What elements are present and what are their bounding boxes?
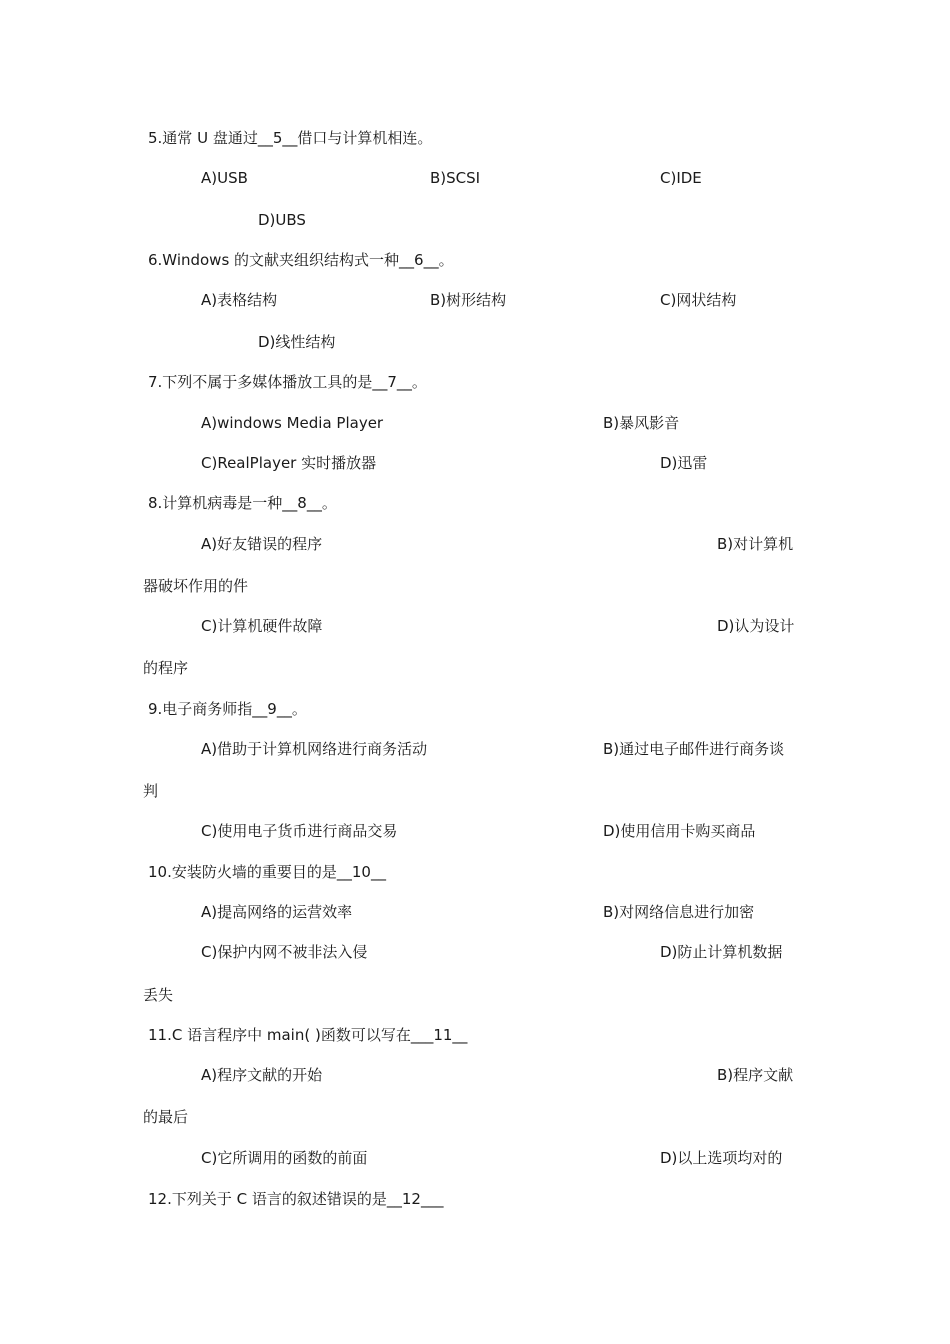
question-6-option-a: A)表格结构	[201, 291, 278, 309]
question-9-stem: 9.电子商务师指__9__。	[148, 700, 307, 718]
question-6-option-b: B)树形结构	[430, 291, 507, 309]
question-12-stem: 12.下列关于 C 语言的叙述错误的是__12___	[148, 1190, 444, 1208]
question-10-option-d: D)防止计算机数据	[660, 943, 783, 961]
question-10-option-d-continued: 丢失	[143, 986, 174, 1004]
question-9-option-a: A)借助于计算机网络进行商务活动	[201, 740, 428, 758]
question-8-stem: 8.计算机病毒是一种__8__。	[148, 494, 337, 512]
question-8-option-d-continued: 的程序	[143, 659, 189, 677]
question-9-option-c: C)使用电子货币进行商品交易	[201, 822, 398, 840]
question-8-option-b-continued: 器破坏作用的件	[143, 577, 249, 595]
question-5-stem: 5.通常 U 盘通过__5__借口与计算机相连。	[148, 129, 433, 147]
question-7-option-a: A)windows Media Player	[201, 414, 384, 432]
question-6-stem: 6.Windows 的文献夹组织结构式一种__6__。	[148, 251, 454, 269]
question-5-option-b: B)SCSI	[430, 169, 481, 187]
question-10-option-c: C)保护内网不被非法入侵	[201, 943, 368, 961]
question-11-option-b-continued: 的最后	[143, 1108, 189, 1126]
question-5-option-d: D)UBS	[258, 211, 306, 229]
question-11-option-b: B)程序文献	[717, 1066, 794, 1084]
question-8-option-d: D)认为设计	[717, 617, 795, 635]
question-7-option-b: B)暴风影音	[603, 414, 680, 432]
question-7-option-c: C)RealPlayer 实时播放器	[201, 454, 377, 472]
question-8-option-a: A)好友错误的程序	[201, 535, 323, 553]
question-11-option-c: C)它所调用的函数的前面	[201, 1149, 368, 1167]
question-11-option-a: A)程序文献的开始	[201, 1066, 323, 1084]
question-11-stem: 11.C 语言程序中 main( )函数可以写在___11__	[148, 1026, 468, 1044]
question-8-option-b: B)对计算机	[717, 535, 794, 553]
question-10-option-a: A)提高网络的运营效率	[201, 903, 353, 921]
question-6-option-d: D)线性结构	[258, 333, 336, 351]
question-9-option-b: B)通过电子邮件进行商务谈	[603, 740, 785, 758]
question-5-option-c: C)IDE	[660, 169, 702, 187]
question-9-option-d: D)使用信用卡购买商品	[603, 822, 756, 840]
question-6-option-c: C)网状结构	[660, 291, 737, 309]
question-10-option-b: B)对网络信息进行加密	[603, 903, 755, 921]
question-5-option-a: A)USB	[201, 169, 248, 187]
question-9-option-b-continued: 判	[143, 782, 159, 800]
question-10-stem: 10.安装防火墙的重要目的是__10__	[148, 863, 386, 881]
question-8-option-c: C)计算机硬件故障	[201, 617, 323, 635]
question-7-stem: 7.下列不属于多媒体播放工具的是__7__。	[148, 373, 427, 391]
question-7-option-d: D)迅雷	[660, 454, 708, 472]
question-11-option-d: D)以上选项均对的	[660, 1149, 783, 1167]
